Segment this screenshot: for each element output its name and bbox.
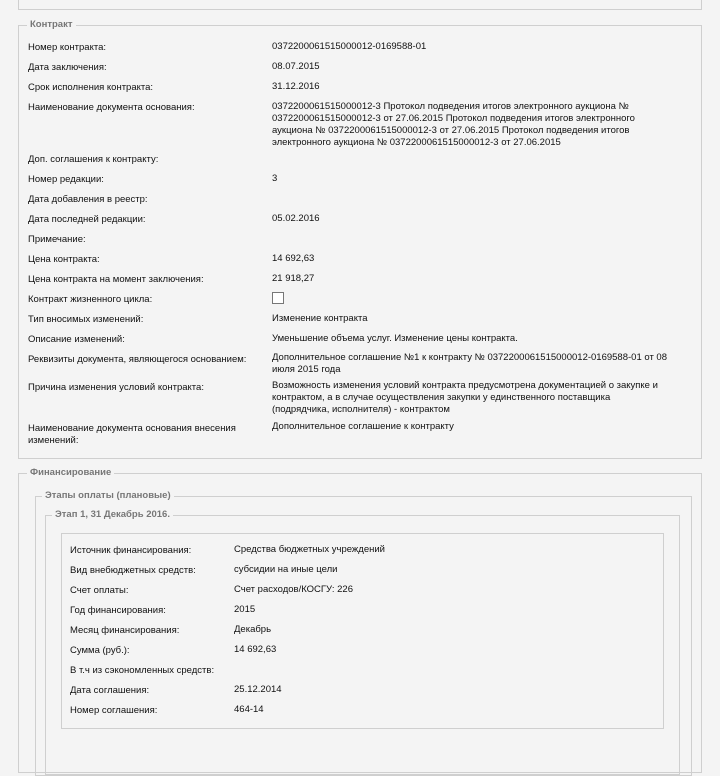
field-label: Доп. соглашения к контракту: [28,154,159,165]
field-value: 14 692,63 [234,644,277,655]
field-value: 0372200061515000012-0169588-01 [272,41,427,52]
field-value: 21 918,27 [272,273,315,284]
field-value: 2015 [234,604,256,615]
field-value: субсидии на иные цели [234,564,338,575]
financing-legend: Финансирование [27,467,114,479]
field-value: 25.12.2014 [234,684,282,695]
field-label: Дата заключения: [28,62,107,73]
field-value: 31.12.2016 [272,81,320,92]
field-label: Описание изменений: [28,334,125,345]
lifecycle-checkbox[interactable] [272,292,284,304]
field-label: Вид внебюджетных средств: [70,565,196,576]
previous-section-frame [18,0,702,10]
field-label: Реквизиты документа, являющегося основанием: [28,354,247,365]
field-label: Дата соглашения: [70,685,150,696]
field-label: Цена контракта: [28,254,100,265]
field-label: Номер редакции: [28,174,104,185]
field-label: Тип вносимых изменений: [28,314,144,325]
field-value: Декабрь [234,624,272,635]
field-label: Срок исполнения контракта: [28,82,154,93]
field-label: Номер контракта: [28,42,107,53]
field-label: Примечание: [28,234,86,245]
field-label: Месяц финансирования: [70,625,180,636]
field-value: Счет расходов/КОСГУ: 226 [234,584,353,595]
field-value: 14 692,63 [272,253,315,264]
field-label: Дата добавления в реестр: [28,194,148,205]
field-value: 464-14 [234,704,264,715]
field-label: Номер соглашения: [70,705,158,716]
field-value: Изменение контракта [272,313,368,324]
field-value: 05.02.2016 [272,213,320,224]
field-label: Счет оплаты: [70,585,129,596]
field-value: 08.07.2015 [272,61,320,72]
field-label: Причина изменения условий контракта: [28,382,204,393]
field-label: Наименование документа основания: [28,102,195,113]
field-value: Возможность изменения условий контракта предусмотрена документацией о закупке и контрактом, а в случае осуществления закупки у единственного поставщика (подрядчика, исполнителя) - контрактом [272,380,658,415]
field-value: 3 [272,173,278,184]
field-label: В т.ч из сэкономленных средств: [70,665,215,676]
field-value: 0372200061515000012-3 Протокол подведения итогов электронного аукциона № 0372200061515000012-3 от 27.06.2015 Протокол подведения итогов электронного аукциона № 0372200061515000012-3 от 27.06.2015 Протокол подведения итогов электронного аукциона № 0372200061515000012-3 от 27.06.2015 [272,101,635,148]
field-value: Дополнительное соглашение №1 к контракту № 0372200061515000012-0169588-01 от 08 июля 2015 года [272,352,667,375]
field-label: Наименование документа основания внесения изменений: [28,423,236,446]
field-label: Год финансирования: [70,605,166,616]
field-label: Контракт жизненного цикла: [28,294,153,305]
contract-legend: Контракт [27,19,76,31]
field-value: Уменьшение объема услуг. Изменение цены контракта. [272,333,518,344]
field-label: Цена контракта на момент заключения: [28,274,204,285]
field-label: Сумма (руб.): [70,645,130,656]
field-label: Источник финансирования: [70,545,192,556]
field-value: Дополнительное соглашение к контракту [272,421,454,432]
field-value: Средства бюджетных учреждений [234,544,385,555]
payment-stages-legend: Этапы оплаты (плановые) [42,490,174,502]
field-label: Дата последней редакции: [28,214,146,225]
stage-legend: Этап 1, 31 Декабрь 2016. [52,509,173,521]
